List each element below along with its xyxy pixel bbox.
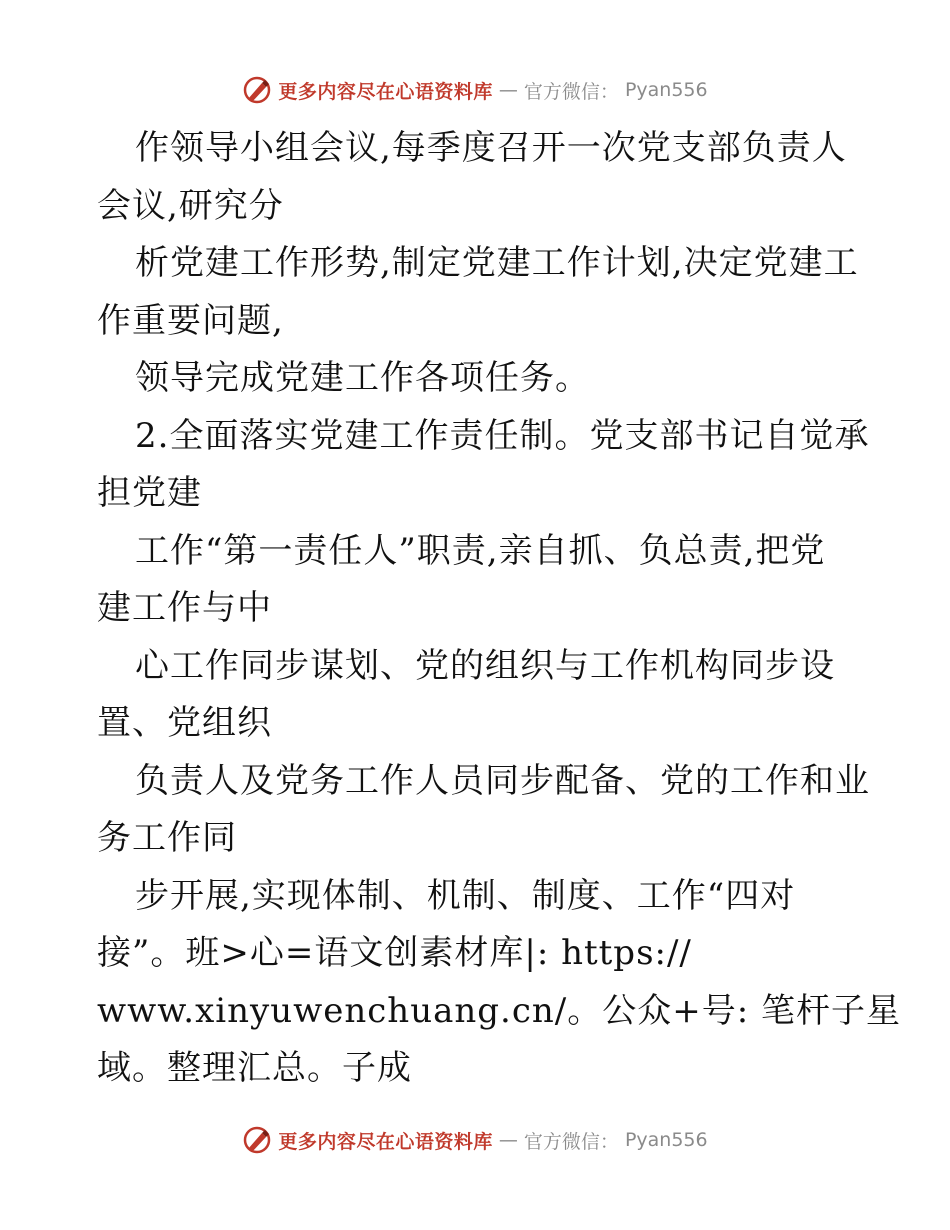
watermark-separator: — <box>498 1129 518 1151</box>
body-line: 建工作与中 <box>97 588 272 628</box>
watermark-main-text: 更多内容尽在心语资料库 <box>278 1130 493 1153</box>
body-line: 析党建工作形势,制定党建工作计划,决定党建工 <box>135 243 859 283</box>
body-line: 步开展,实现体制、机制、制度、工作“四对 <box>135 875 796 916</box>
footer-watermark <box>0 1120 950 1160</box>
watermark-main-text: 更多内容尽在心语资料库 <box>278 80 493 103</box>
pen-logo-icon <box>242 75 272 105</box>
watermark-wechat-id: Pyan556 <box>624 79 708 101</box>
header-watermark <box>0 70 950 110</box>
body-line: 心工作同步谋划、党的组织与工作机构同步设 <box>135 645 835 686</box>
body-line: 领导完成党建工作各项任务。 <box>135 358 590 398</box>
watermark-wechat-id: Pyan556 <box>624 1129 708 1151</box>
body-line: 工作“第一责任人”职责,亲自抓、负总责,把党 <box>135 530 826 571</box>
body-line: 会议,研究分 <box>97 185 284 226</box>
body-line: 置、党组织 <box>97 703 272 743</box>
body-line: 接”。班>心=语文创素材库|: https:// <box>97 933 692 973</box>
body-line: 作领导小组会议,每季度召开一次党支部负责人 <box>135 128 847 168</box>
body-line: www.xinyuwenchuang.cn/。公众+号: 笔杆子星 <box>97 990 901 1031</box>
body-line: 域。整理汇总。子成 <box>97 1048 412 1088</box>
body-line: 负责人及党务工作人员同步配备、党的工作和业 <box>135 760 870 801</box>
watermark-wechat-label: 官方微信： <box>523 80 619 103</box>
watermark-separator: — <box>498 79 518 101</box>
body-line: 作重要问题, <box>97 300 284 341</box>
watermark-wechat-label: 官方微信： <box>523 1130 619 1153</box>
body-line: 担党建 <box>97 473 202 513</box>
document-body <box>97 120 901 1098</box>
pen-logo-icon <box>242 1125 272 1155</box>
body-line: 务工作同 <box>97 818 237 858</box>
body-line: 2.全面落实党建工作责任制。党支部书记自觉承 <box>135 415 870 456</box>
